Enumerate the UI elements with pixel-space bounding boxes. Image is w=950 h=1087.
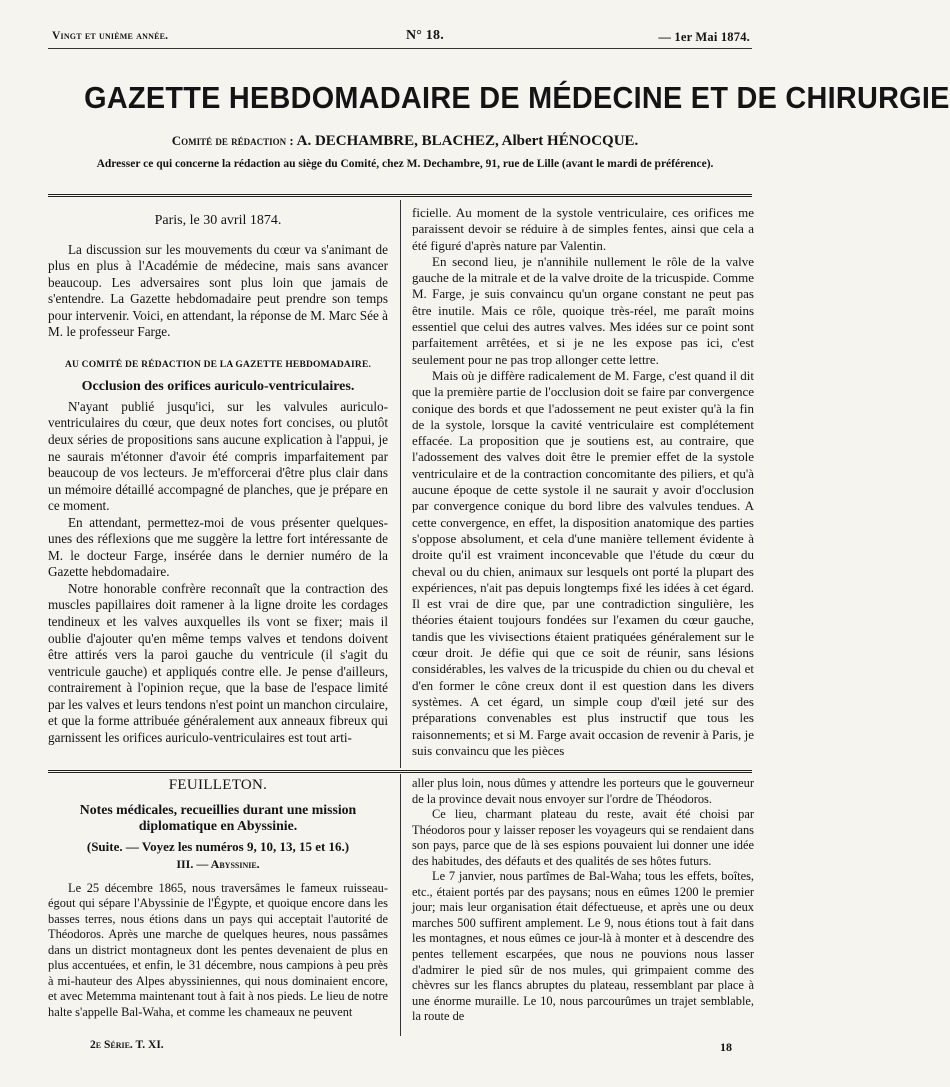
paragraph: aller plus loin, nous dûmes y attendre les porteurs que le gouverneur de la province devait nous envoyer sur l'ordre de Théodoros. (412, 776, 754, 806)
feuilleton-title: Notes médicales, recueillies durant une mission diplomatique en Abyssinie. (79, 801, 357, 833)
article-date: Paris, le 30 avril 1874. (154, 213, 282, 228)
feuilleton-part: III. — Abyssinie. (176, 857, 260, 872)
feuilleton-left-column (48, 776, 388, 1021)
paragraph: Le 25 décembre 1865, nous traversâmes le fameux ruisseau-égout qui sépare l'Abyssinie de l'Égypte, et quoique encore dans les basses terres, nous étions dans un pays qui acceptait l'autorité de Théodoros. Après une marche de quelques heures, nous passâmes dans un district montagneux dont les pentes devenaient de plus en plus accentuées, et enfin, le 31 décembre, nous campions à peu près à mi-hauteur des Alpes abyssiniennes, qui nous dominaient encore, et avec Metemma maintenant tout à fait à nos pieds. Le lieu de notre halte s'appelle Bal-Waha, et comme les chameaux ne peuvent (48, 880, 388, 1020)
paragraph: En attendant, permettez-moi de vous présenter quelques-unes des réflexions que me suggère la lettre fort intéressante de M. le docteur Farge, insérée dans le dernier numéro de la Gazette hebdomadaire. (48, 514, 388, 580)
article-right-column (412, 205, 754, 759)
running-head (52, 28, 750, 46)
committee-line (60, 133, 750, 150)
editorial-address: Adresser ce qui concerne la rédaction au siège du Comité, chez M. Dechambre, 91, rue de Lille (avant le mardi de préférence). (96, 158, 714, 170)
committee-label: Comité de rédaction : (171, 133, 294, 148)
volume-year: Vingt et unième année. (52, 30, 169, 42)
paragraph: Notre honorable confrère reconnaît que la contraction des muscles papillaires doit ramener à la ligne droite les cordages tendineux et les valves auxquelles ils vont se fixer; mais il oublie d'ajouter qu'en même temps valves et tendons doivent être attirés vers la paroi gauche du ventricule (il s'agit du ventricule gauche) et appliqués contre elle. Je pense d'ailleurs, contrairement à l'opinion reçue, que la base de l'espace limité par les valves et leurs tendons n'est point un manchon circulaire, et que la forme attribuée généralement aux anneaux fibreux qui garnissent les orifices auriculo-ventriculaires est tout arti- (48, 580, 388, 745)
feuilleton-heading: FEUILLETON. (168, 777, 268, 793)
column-divider-top (400, 200, 401, 768)
column-divider-bottom (400, 774, 401, 1036)
article-left-column (48, 205, 388, 746)
issue-number: N° 18. (406, 28, 444, 43)
feuilleton-reference: (Suite. — Voyez les numéros 9, 10, 13, 15 et 16.) (86, 838, 350, 854)
top-rule (48, 48, 752, 49)
paragraph: ficielle. Au moment de la systole ventriculaire, ces orifices me paraissent devoir se réduire à de simples fentes, ainsi que cela a été figuré d'après nature par Valentin. (412, 205, 754, 253)
series-signature: 2e Série. T. XI. (90, 1039, 164, 1051)
paragraph: En second lieu, je n'annihile nullement le rôle de la valve gauche de la mitrale et de la valve droite de la tricuspide. Comme M. Farge, je suis convaincu qu'un organe constant ne peut pas être inutile. Mais ce rôle, quoique très-réel, me paraît moins essentiel que celui des autres valves. Mes idées sur ce point sont parfaitement arrêtées, et si je ne les expose pas ici, c'est seulement pour ne pas trop allonger cette lettre. (412, 253, 754, 367)
masthead-rule (48, 194, 752, 197)
letter-title: Occlusion des orifices auriculo-ventriculaires. (81, 379, 355, 395)
article-intro: La discussion sur les mouvements du cœur va s'animant de plus en plus à l'Académie de médecine, mais sans avancer beaucoup. Les adversaires sont plus loin que jamais de s'entendre. La Gazette hebdomadaire peut prendre son temps pour intervenir. Voici, en attendant, la réponse de M. Marc Sée à M. le professeur Farge. (48, 241, 388, 340)
letter-header: AU COMITÉ DE RÉDACTION DE LA GAZETTE HEBDOMADAIRE. (64, 359, 372, 370)
issue-date: — 1er Mai 1874. (658, 30, 750, 44)
feuilleton-right-column (412, 776, 754, 1025)
page-number: 18 (720, 1040, 732, 1054)
committee-names: A. DECHAMBRE, BLACHEZ, Albert HÉNOCQUE. (296, 133, 639, 149)
paragraph: Le 7 janvier, nous partîmes de Bal-Waha; tous les effets, boîtes, etc., étaient portés par des paysans; nous en eûmes 1200 le premier jour; mais leur organisation était défectueuse, et après une ou deux marches 500 suffirent amplement. Le 9, nous étions tout à fait dans les montagnes, et nous eûmes ce jour-là à monter et à descendre des pentes tellement escarpées, que nous ne pouvions nous lasser d'admirer le pied sûr de nos mules, qui grimpaient comme des chèvres sur les flancs abruptes du plateau, ressemblant par place à une énorme muraille. Le 10, nous parcourûmes un trajet semblable, la route de (412, 869, 754, 1024)
paragraph: N'ayant publié jusqu'ici, sur les valvules auriculo-ventriculaires du cœur, que deux notes fort concises, ou plutôt deux séries de propositions sans aucune explication à l'appui, je ne saurais m'étonner d'avoir été compris imparfaitement par beaucoup de vos lecteurs. Je m'efforcerai d'être plus clair dans un mémoire détaillé accompagné de planches, que je prépare en ce moment. (48, 398, 388, 514)
paragraph: Ce lieu, charmant plateau du reste, avait été choisi par Théodoros pour y laisser reposer les voyageurs qui se rendaient dans son pays, parce que de là ses espions pouvaient lui donner une idée des habitudes, des défauts et des qualités de ses hôtes futurs. (412, 807, 754, 868)
paragraph: Mais où je diffère radicalement de M. Farge, c'est quand il dit que la première partie de l'occlusion doit se faire par convergence conique des bords et que l'adossement ne peut exister qu'à la fin de la systole, lorsque la cavité ventriculaire est complétement effacée. La proposition que je soutiens est, au contraire, que l'adossement des valves doit être le premier effet de la systole ventriculaire et de la contraction concomitante des piliers, et qu'à aucune époque de cette systole il ne saurait y avoir d'occlusion par convergence conique du bord libre des valvules tendues. A cette convergence, en effet, la disposition anatomique des parties s'oppose absolument, et cela d'une manière tellement évidente à droite qu'il est vraiment inconcevable que l'étude du cœur du cheval ou du chien, animaux sur lesquels ont porté la plupart des expériences, n'ait pas depuis longtemps fixé les idées à cet égard. Il est vrai de dire que, par une contradiction singulière, les théories étaient toujours fondées sur l'examen du cœur gauche, tandis que les vivisections étaient pratiquées généralement sur le cœur droit. Je défie qui que ce soit de réunir, sans lésions considérables, les valves de la tricuspide du chien ou du cheval et d'en former le cône creux dont il est question dans les divers systèmes. A cet égard, un simple coup d'œil jeté sur des préparations convenables est plus instructif que tous les raisonnements; et si M. Farge avait occasion de revenir à Paris, je suis convaincu que les pièces (412, 367, 754, 758)
masthead-title: GAZETTE HEBDOMADAIRE DE MÉDECINE ET DE CHIRURGIE (84, 80, 950, 115)
feuilleton-rule (48, 770, 752, 773)
